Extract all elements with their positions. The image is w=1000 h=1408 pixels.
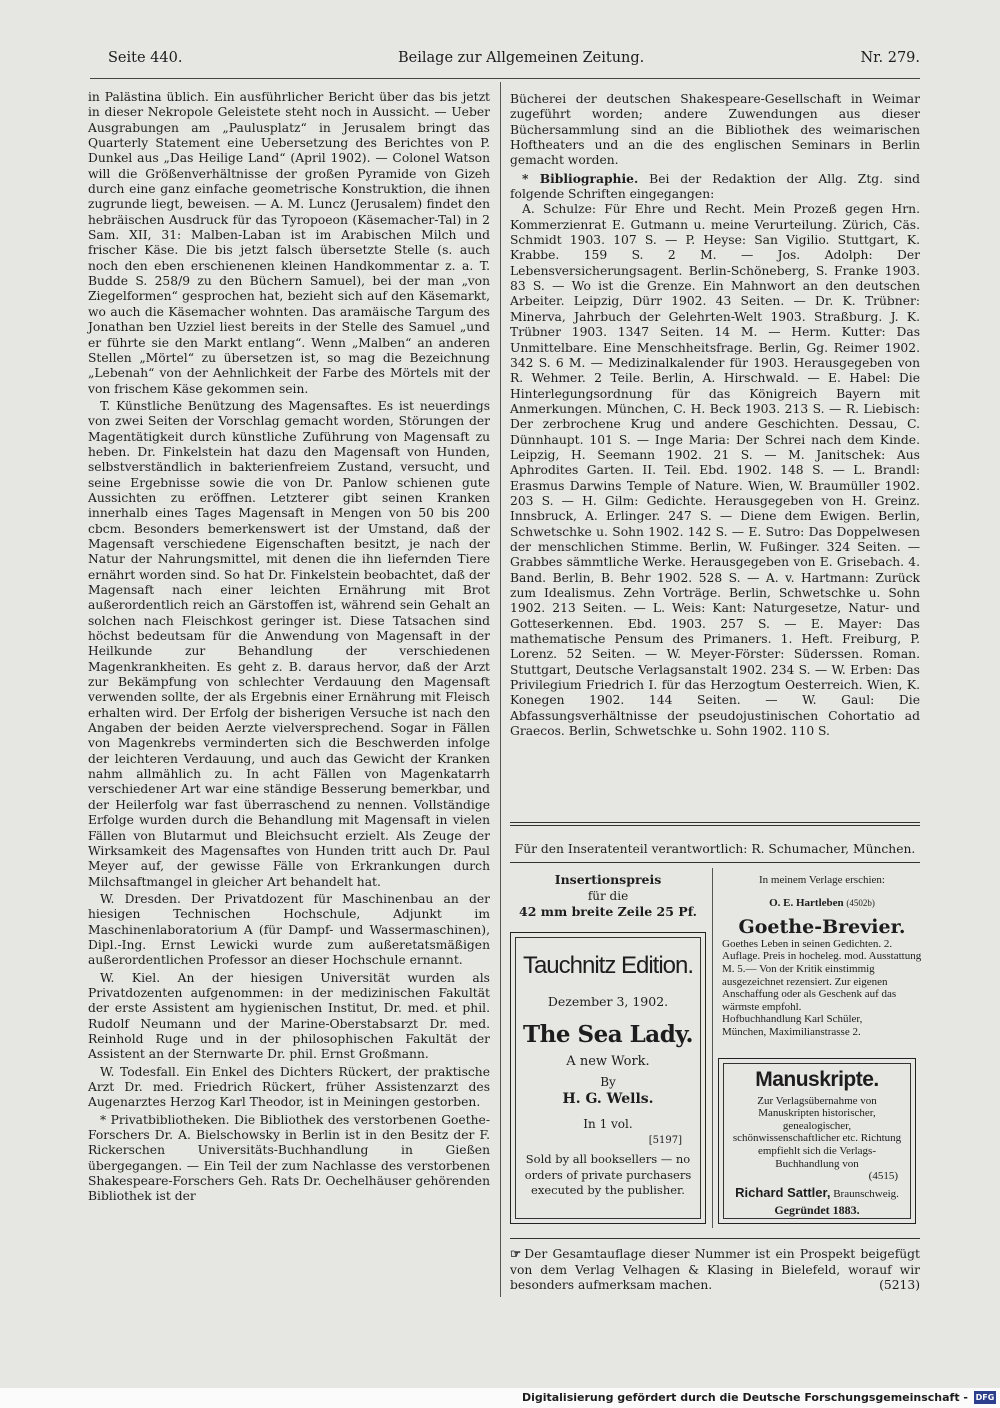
tauchnitz-date: Dezember 3, 1902. [547,994,669,1009]
bibliography-intro: Bei der Redaktion der Allg. Ztg. sind folgende Schriften eingegangen: [510,171,920,202]
continuation-text: Bücherei der deutschen Shakespeare-Gesellschaft in Weimar zugeführt worden; andere Zuwendungen aus dieser Büchersammlung sind an die Bibliothek des weimarischen Hoftheaters und an die des englischen Seminars in Berlin gemacht worden. [510,92,920,168]
dfg-logo-icon: DFG [975,1393,995,1402]
supplement-note-text: Der Gesamtauflage dieser Nummer ist ein Prospekt beigefügt von dem Verlag Velhagen & Klasing in Bielefeld, worauf wir besonders aufmerksam machen. [510,1247,920,1293]
tauchnitz-by: By [600,1075,616,1089]
tauchnitz-title: Tauchnitz Edition. [522,952,694,979]
article-kiel: W. Kiel. An der hiesigen Universität wurden als Privatdozenten aufgenommen: in der medizinischen Fakultät der erste Assistent am hygienischen Institut, Dr. med. et phil. Rudolf Neumann und der Marine-Oberstabsarzt Dr. med. Reinhold Ruge und in der philosophischen Fakultät der Assistent an der Sternwarte Dr. phil. Ernst Großmann. [88,970,490,1062]
goethe-code: (4502b) [846,897,875,908]
ad-divider [712,868,713,1228]
goethe-title: Goethe-Brevier. [738,916,906,939]
supplement-title: Beilage zur Allgemeinen Zeitung. [398,50,645,66]
goethe-publisher: Hofbuchhandlung Karl Schüler, [722,1013,863,1026]
supplement-note [510,1246,920,1294]
manuskripte-founded: Gegründet 1883. [774,1203,860,1218]
goethe-city: München, Maximilianstrasse 2. [722,1025,861,1038]
bibliography-heading: * Bibliographie. [522,170,639,186]
bibliography-paragraph [510,171,920,203]
tauchnitz-author: H. G. Wells. [562,1091,654,1107]
article-magensaft: T. Künstliche Benützung des Magensaftes. Es ist neuerdings von zwei Seiten der Vorschlag gemacht worden, Störungen der Magentätigkeit durch künstliche Zuführung von Magensaft zu heben. Dr. Finkelstein hat dazu den Magensaft von Hunden, selbstverständlich in bakterienfreiem Zustand, versucht, und seine Ergebnisse sowie die von Dr. Panlow schienen gute Aussichten zu eröffnen. Letzterer gibt seinen Kranken innerhalb eines Tages Magensaft in Mengen von 50 bis 200 cbcm. Besonders bemerkenswert ist der Umstand, daß der Magensaft verschiedene Eigenschaften besitzt, je nach der Natur der Nahrungsmittel, mit denen die ihn liefernden Tiere ernährt worden sind. So hat Dr. Finkelstein beobachtet, daß der Magensaft nach einer leichten Ernährung mit Brot außerordentlich reich an Gärstoffen ist, während sein Gehalt an solchen nach Fleischkost geringer ist. Diese Tatsachen sind höchst bedeutsam für die Anwendung von Magensaft in der Heilkunde zur Behandlung der verschiedenen Magenkrankheiten. Es geht z. B. daraus hervor, daß der Arzt zur Bekämpfung von schlechter Verdauung den Magensaft verwenden sollte, der als Ergebnis einer Ernährung mit Fleisch erhalten wird. Der Erfolg der bisherigen Versuche ist nach den Angaben der beiden Aerzte vielversprechend. Sogar in Fällen von Magenkrebs verminderten sich die Beschwerden infolge der leichteren Verdauung, und auch das Gewicht der Kranken nahm allmählich zu. In acht Fällen von Magenkatarrh verschiedener Art war eine ständige Besserung bemerkbar, und der Heilerfolg war fast überraschend zu nennen. Vollständige Erfolge wurden durch die Behandlung mit Magensaft in vielen Fällen von Blutarmut und Bleichsucht erzielt. Als Zeuge der Wirksamkeit des Magensaftes von Hunden tritt auch Dr. Paul Meyer auf, der gewisse Fälle von Erkrankungen durch Milchsaftmangel in gleicher Art behandelt hat. [88,398,490,889]
tauchnitz-subtitle: A new Work. [566,1054,650,1069]
digitization-footer [0,1388,1000,1408]
manuskripte-publisher: Richard Sattler, [735,1184,831,1200]
pointing-hand-icon: ☞ [510,1246,520,1261]
insertion-price-for: für die [587,889,629,903]
manuskripte-body: Zur Verlagsübernahme von Manuskripten historischer, genealogischer, schönwissenschaftlicher etc. Richtung empfiehlt sich die Verlags-Buchhandlung von [732,1094,902,1170]
manuskripte-city: Braunschweig. [833,1187,899,1200]
footer-credit: Digitalisierung gefördert durch die Deutsche Forschungsgemeinschaft - [521,1391,968,1404]
goethe-body: Goethes Leben in seinen Gedichten. 2. Auflage. Preis in hocheleg. mod. Ausstattung M. 5.— Von der Kritik einstimmig ausgezeichnet rezensiert. Zur eigenen Anschaffung oder als Geschenk auf das wärmste empfohl. [722,937,922,1013]
manuskripte-title: Manuskripte. [755,1068,879,1091]
insertion-price-rate: 42 mm breite Zeile 25 Pf. [519,904,697,919]
manuskripte-code: (4515) [868,1170,898,1183]
goethe-author-line [722,897,922,910]
insertion-price-title: Insertionspreis [554,872,662,887]
goethe-author: O. E. Hartleben [769,896,844,909]
right-column [510,92,920,739]
ads-bottom-rule [510,1238,920,1239]
article-privatbibliotheken: * Privatbibliotheken. Die Bibliothek des verstorbenen Goethe-Forschers Dr. A. Bielschowsky in Berlin ist in den Besitz der F. Rickerschen Universitäts-Buchhandlung in Gießen übergegangen. — Ein Teil der zum Nachlasse des verstorbenen Shakespeare-Forschers Geh. Rats Dr. Oechelhäuser gehörenden Bibliothek ist der [88,1112,490,1204]
column-divider [500,82,501,1297]
page-number: Seite 440. [108,50,183,66]
insertion-price [510,872,706,920]
issue-number: Nr. 279. [860,50,920,66]
tauchnitz-note: Sold by all booksellers — no orders of private purchasers executed by the publisher. [524,1152,692,1197]
manuskripte-ad-frame [723,1063,911,1219]
article-todesfall: W. Todesfall. Ein Enkel des Dichters Rückert, der praktische Arzt Dr. med. Friedrich Rückert, früher Assistenzarzt des Augenarztes Herzog Karl Theodor, ist in Meiningen gestorben. [88,1064,490,1110]
section-rule-top [510,822,920,823]
left-column [88,90,490,1205]
tauchnitz-ad [510,932,706,1224]
page-header [108,50,920,74]
manuskripte-ad [718,1058,916,1224]
manuskripte-publisher-line [724,1184,910,1201]
tauchnitz-code: [5197] [648,1135,682,1146]
article-palestine: in Palästina üblich. Ein ausführlicher Bericht über das bis jetzt in dieser Nekropole Geleistete steht noch in Aussicht. — Ueber Ausgrabungen am „Paulusplatz“ in Jerusalem bringt das Quarterly Statement eine Uebersetzung des Berichtes von P. Dunkel aus „Das Heilige Land“ (April 1902). — Colonel Watson will die Größenverhältnisse der großen Pyramide von Gizeh durch eine ganz einfache geometrische Konstruktion, die ihnen zugrunde liegt, beweisen. — A. M. Luncz (Jerusalem) findet den hebräischen Ausdruck für das Tyropoeon (Käsemacher-Tal) in 2 Sam. XII, 31: Malben-Laban ist im Arabischen Milch und frischer Käse. Die bis jetzt falsch übersetzte Stelle (s. auch noch den eben erschienenen kleinen Handkommentar z. a. T. Budde S. 258/9 zu den Büchern Samuel), bei der man „von Ziegelformen“ gesprochen hat, bezieht sich auf den Käsemarkt, wo auch die Käsemacher wohnten. Das aramäische Targum des Jonathan ben Uzziel liest bereits in der Stelle des Samuel „und er führte sie den Markt entlang“. Wenn „Malben“ an anderen Stellen „Mörtel“ zu übersetzen ist, so mag die Bezeichnung „Lebenah“ von der Aehnlichkeit der Farbe des Mörtels mit der von frischem Käse gekommen sein. [88,90,490,396]
section-rule-top-2 [510,825,920,826]
header-rule [90,78,920,79]
tauchnitz-book: The Sea Lady. [522,1021,694,1048]
supplement-note-code: (5213) [879,1278,920,1293]
goethe-ad [722,874,922,1039]
responsibility-notice: Für den Inseratenteil verantwortlich: R. Schumacher, München. [514,842,916,856]
article-dresden: W. Dresden. Der Privatdozent für Maschinenbau an der hiesigen Technischen Hochschule, Adjunkt im Maschinenlaboratorium A (für Dampf- und Wassermaschinen), Dipl.-Ing. Ernst Lewicki wurde zum außeretatsmäßigen außerordentlichen Professor an dieser Hochschule ernannt. [88,891,490,968]
bibliography-list: A. Schulze: Für Ehre und Recht. Mein Prozeß gegen Hrn. Kommerzienrat E. Gutmann u. meine Verurteilung. Zürich, Cäs. Schmidt 1903. 107 S. — P. Heyse: San Vigilio. Stuttgart, K. Krabbe. 159 S. 2 M. — Jos. Adolph: Der Lebensversicherungsagent. Berlin-Schöneberg, S. Franke 1903. 83 S. — Wo ist die Grenze. Ein Mahnwort an den deutschen Arbeiter. Leipzig, Dürr 1902. 43 Seiten. — Dr. K. Trübner: Minerva, Jahrbuch der Gelehrten-Welt 1903. Straßburg. J. K. Trübner 1903. 1347 Seiten. 14 M. — Herm. Kutter: Das Unmittelbare. Eine Menschheitsfrage. Berlin, Gg. Reimer 1902. 342 S. 6 M. — Medizinalkalender für 1903. Herausgegeben von R. Wehmer. 2 Teile. Berlin, A. Hirschwald. — E. Habel: Die Hinterlegungsordnung für das Königreich Bayern mit Anmerkungen. München, C. H. Beck 1903. 213 S. — R. Liebisch: Der zerbrochene Krug und andere Geschichten. Dessau, C. Dünnhaupt. 101 S. — Inge Maria: Der Schrei nach dem Kinde. Leipzig, H. Seemann 1902. 21 S. — M. Janitschek: Aus Aphrodites Garten. II. Teil. Ebd. 1902. 148 S. — L. Brandl: Erasmus Darwins Temple of Nature. Wien, W. Braumüller 1902. 203 S. — H. Gilm: Gedichte. Herausgegeben von H. Greinz. Innsbruck, A. Erlinger. 247 S. — Diene dem Ewigen. Berlin, Schwetschke u. Sohn 1902. 142 S. — E. Sutro: Das Doppelwesen der menschlichen Stimme. Berlin, W. Fußinger. 324 Seiten. — Grabbes sämmtliche Werke. Herausgegeben von E. Grisebach. 4. Band. Berlin, B. Behr 1902. 528 S. — A. v. Hartmann: Zurück zum Idealismus. Zehn Vorträge. Berlin, Schwetschke u. Sohn 1902. 213 Seiten. — L. Weis: Kant: Naturgesetze, Natur- und Gotteserkennen. Ebd. 1903. 257 S. — E. Mayer: Das mathematische Pensum des Primaners. 1. Heft. Freiburg, P. Lorenz. 52 Seiten. — W. Meyer-Förster: Süderssen. Roman. Stuttgart, Deutsche Verlagsanstalt 1902. 234 S. — W. Erben: Das Privilegium Friedrich I. für das Herzogtum Oesterreich. Wien, K. Konegen 1902. 144 Seiten. — W. Gaul: Die Abfassungsverhältnisse der pseudojustinischen Cohortatio ad Graecos. Berlin, Schwetschke u. Sohn 1902. 110 S. [510,202,920,739]
tauchnitz-ad-frame [515,937,701,1219]
tauchnitz-volumes: In 1 vol. [583,1117,633,1131]
goethe-intro: In meinem Verlage erschien: [759,874,885,886]
notice-rule [510,862,920,863]
